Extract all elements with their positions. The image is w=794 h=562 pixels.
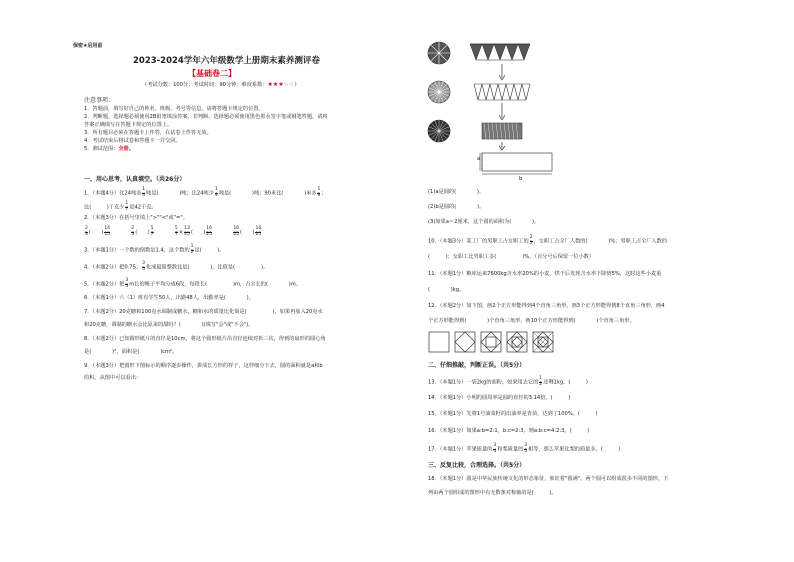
numerator: 1 (190, 244, 194, 249)
fraction (125, 202, 128, 212)
denominator: 3 (85, 231, 88, 237)
denominator: 7 (174, 231, 178, 237)
fraction (530, 236, 533, 246)
question-13 (428, 377, 588, 387)
denominator: 15 (104, 231, 111, 237)
q17-text: 和梨质量的 (497, 446, 524, 453)
denominator: 25 (206, 231, 212, 237)
fraction (206, 227, 212, 237)
denominator: 4 (142, 192, 146, 198)
denominator: 4 (493, 448, 497, 454)
star-empty-icon: ☆ (289, 81, 295, 88)
question-12: 12．（本题2分）如下图，画2个正方形能得到4个直角三角形，画3个正方形能得到8个直角三角形，画4 (428, 303, 665, 309)
q17-text: 17．（本题1分）苹果质量的 (428, 446, 493, 453)
denominator: 5 (125, 283, 129, 289)
numerator: 1 (142, 187, 146, 192)
numerator: 5 (150, 226, 154, 231)
compare-blank: ( ) (240, 229, 255, 236)
denominator: 2 (539, 381, 543, 387)
question-8-cont: 是( )°，面积是( )cm²。 (84, 349, 178, 355)
question-8: 8．（本题2分）已知圆形纸片的直径是10cm，将这个圆形纸片沿直径连续对折三次，得到的扇形的圆心角 (84, 336, 326, 342)
q9-sub-2: (2)b是圆的( )。 (428, 204, 485, 210)
numerator: 14 (104, 226, 111, 231)
figure-label-a: a (477, 156, 481, 162)
denominator: 4 (214, 192, 218, 198)
denominator: 7 (150, 231, 154, 237)
fraction (142, 188, 145, 198)
circle-area-figure (426, 40, 561, 180)
fraction (151, 227, 154, 237)
question-7: 7．（本题2分）20克糖和100克水调制成糖水，糖和水的质量比化简是( )，如果再加入20克水 (84, 309, 323, 315)
denominator: 5 (524, 448, 528, 454)
fraction (317, 188, 320, 198)
compare-blank: ( ) (190, 229, 206, 236)
fraction (233, 227, 239, 237)
question-4 (84, 262, 268, 272)
compare-blank: ( ) (135, 229, 150, 236)
question-5 (84, 279, 301, 289)
denominator: 3 (529, 240, 533, 246)
fraction (255, 227, 261, 237)
star-filled-icon: ★ (267, 81, 273, 88)
star-filled-icon: ★ (272, 81, 279, 88)
q1-text: 是42千克。 (129, 204, 157, 211)
question-7-cont: 和20克糖，调制的糖水会比原来的甜吗？( )(填写"会"或"不会")。 (84, 322, 254, 328)
denominator: 7 (125, 206, 129, 212)
numerator: 5 (174, 226, 178, 231)
note-item: 2．判断题、选择题必须使用2B铅笔填涂答案，非判断、选择题必须使用黑色墨水签字笔或钢笔答题，请将 (84, 114, 328, 120)
question-14: 14．（本题1分）小明的圆周率是圆的直径的3.14倍。( ) (428, 395, 571, 401)
circle-16-sectors (428, 81, 450, 103)
question-1 (84, 188, 327, 198)
fraction (85, 227, 88, 237)
fraction (184, 227, 190, 237)
q13-text: 13．（本题1分）一袋2kg的面粉，如果用去它的 (428, 379, 539, 386)
page-subtitle: 【基础卷二】 (188, 69, 236, 78)
question-18-cont: 列由两个圆组成的图形中有无数条对称轴的是( )。 (428, 490, 557, 496)
q1-text: 1．（本题4分）比24吨多 (84, 190, 142, 197)
q1-text: 比( )千克少 (84, 204, 125, 211)
figure-label-b: b (519, 176, 523, 182)
q17-text: 相等，那么苹果比梨的质量多。( ) (528, 446, 621, 453)
numerator: 3 (125, 278, 129, 283)
q13-text: 还剩1kg。( ) (543, 379, 588, 386)
star-empty-icon: ☆ (283, 81, 290, 88)
result-rectangle (480, 153, 552, 174)
numerator: 2 (529, 235, 533, 240)
question-3 (84, 245, 225, 255)
q5-text: 5．（本题2分）把 (84, 281, 125, 288)
denominator: 8 (317, 192, 321, 198)
denominator: 25 (233, 231, 240, 237)
q1-text: 吨是( )吨；90米比( )米多 (218, 190, 317, 197)
denominator: 3 (131, 231, 135, 237)
numerator: 1 (317, 187, 321, 192)
fraction (539, 377, 542, 387)
note-scope-label: 5．测试范围： (84, 146, 119, 152)
question-16: 16．（本题1分）如果a:b=2:1，b:c=2:3，则a:b:c=4:2:3。( ) (428, 428, 590, 434)
circle-8-sectors (428, 42, 450, 64)
difficulty-stars (267, 82, 294, 88)
fraction (104, 227, 110, 237)
note-item: 1．答题前，填写好自己的姓名、班级、考号等信息，请将答题卡规定的位置。 (84, 106, 264, 112)
notes-heading: 注意事项： (84, 97, 115, 104)
exam-meta (142, 82, 300, 88)
question-9: 9．（本题3分）把圆形下图标示的顺序逐步操作，拼成长方形的样子，这样细分下去，圆的面积就是a和b (84, 363, 323, 369)
section-heading: 一、用心思考，认真填空。（共26分） (84, 176, 186, 183)
q1-text: ； (321, 190, 327, 197)
q3-text: 是( )。 (194, 247, 225, 254)
numerator: 1 (539, 376, 543, 381)
question-12-cont: 个正方形能得到( )个直角三角形，画10个正方形能得到( )个直角三角形。 (428, 318, 635, 324)
exam-meta-prefix: （考试分数：100分；考试时间：90分钟；难度系数： (142, 82, 268, 88)
question-17 (428, 444, 620, 454)
note-scope-value: 全册。 (118, 146, 135, 152)
numerator: 3 (142, 261, 145, 266)
question-18: 18．（本题1分）圆是中华民族传统文化的形态象征，象征着"圆满"。两个圆可以组成很多不同的图形，下 (428, 476, 669, 482)
question-1-cont (84, 202, 157, 212)
denominator: 2 (190, 249, 194, 255)
numerator: 13 (184, 226, 190, 231)
note-scope (84, 146, 134, 152)
denominator: 25 (255, 231, 262, 237)
q4-text: 化成最简整数比是( )，比值是( )。 (145, 264, 269, 271)
nested-squares-figure (428, 331, 558, 355)
question-15: 15．（本题1分）先将1号油菜籽的出油率是青苗，达到了100%。( ) (428, 411, 598, 417)
zigzag-32 (482, 123, 522, 139)
section-heading: 二、仔细推敲，判断正误。（共5分） (428, 362, 526, 369)
fraction (131, 227, 134, 237)
question-10 (428, 236, 667, 246)
note-item: 答案正确填写在答题卡规定的位置上。 (84, 122, 173, 128)
fraction (191, 245, 194, 255)
question-11-cont: ( )kg。 (428, 287, 465, 293)
numerator: 16 (233, 226, 240, 231)
q4-text: 4．（本题2分）把0.75： (84, 264, 142, 271)
q10-text: 10．（本题3分）某工厂的男职工占女职工的 (428, 238, 529, 245)
question-11: 11．（本题1分）粮库运来7600kg含水率20%的小麦，烘干后发现含水率下降到5%，这时这些小麦重 (428, 271, 662, 277)
exam-meta-suffix: ） (294, 82, 300, 88)
question-2: 2．（本题3分）在括号里填上">""<"或"="。 (84, 215, 188, 221)
confidential-stamp: 保密★启用前 (73, 43, 103, 49)
comparison-row: $\frac{2}{3}$ ( ) $\frac{14}{15}$ $\frac{2}{3}$ ( ) $\frac{5}{7}$ $\frac{5}{7}$ × $\frac{13}{25}$ ( ) $\frac{16}{25}$ $\frac{16}{25}$ ( ) $\frac{16}{25}$ (85, 226, 262, 237)
fraction (142, 262, 145, 272)
q9-sub-1: (1)a是圆的( )。 (428, 189, 485, 195)
fraction (175, 227, 178, 237)
fraction (493, 444, 496, 454)
zigzag-16 (474, 84, 530, 100)
question-9-cont: 的积。从图中可以看出： (84, 375, 142, 381)
numerator: 3 (524, 443, 528, 448)
zigzag-8 (470, 44, 530, 60)
q9-sub-3: (3)如果a＝2厘米，这个圆的面积为( )。 (428, 219, 540, 225)
numerator: 1 (214, 187, 218, 192)
denominator: 5 (142, 266, 145, 272)
denominator: 25 (184, 231, 190, 237)
numerator: 2 (131, 226, 135, 231)
fraction (215, 188, 218, 198)
note-item: 4．考试结束后将试卷和答题卡一并交回。 (84, 138, 181, 144)
q5-text: m长的绳子平均分成6段，每段长( )m，占全长的( )m。 (129, 281, 302, 288)
numerator: 3 (493, 443, 497, 448)
numerator: 16 (206, 226, 212, 231)
q1-text: 吨是( )吨；比24吨少 (146, 190, 214, 197)
q10-text: ，女职工占全厂人数的( )%；男职工占全厂人数的 (533, 238, 668, 245)
numerator: 2 (85, 226, 88, 231)
compare-blank: ( ) (88, 229, 104, 236)
q3-text: 3．（本题1分）一个数的倒数是1.4，这个数的 (84, 247, 190, 254)
question-10-cont: ( )；女职工比男职工多( )%。（百分号后保留一位小数） (428, 254, 595, 260)
page-title: 2023-2024学年六年级数学上册期末素养测评卷 (133, 56, 320, 66)
fraction (125, 279, 128, 289)
note-item: 3．所有题目必须在答题卡上作答，在试卷上作答无效。 (84, 130, 212, 136)
numerator: 1 (125, 201, 129, 206)
fraction (524, 444, 527, 454)
question-6: 6．（本题1分）六（1）班有学生50人，出勤48人，出勤率是( )。 (84, 295, 254, 301)
circle-32-sectors (428, 120, 450, 142)
numerator: 16 (255, 226, 262, 231)
star-filled-icon: ★ (278, 81, 284, 88)
section-heading: 三、反复比较，合理选择。（共5分） (428, 462, 526, 469)
